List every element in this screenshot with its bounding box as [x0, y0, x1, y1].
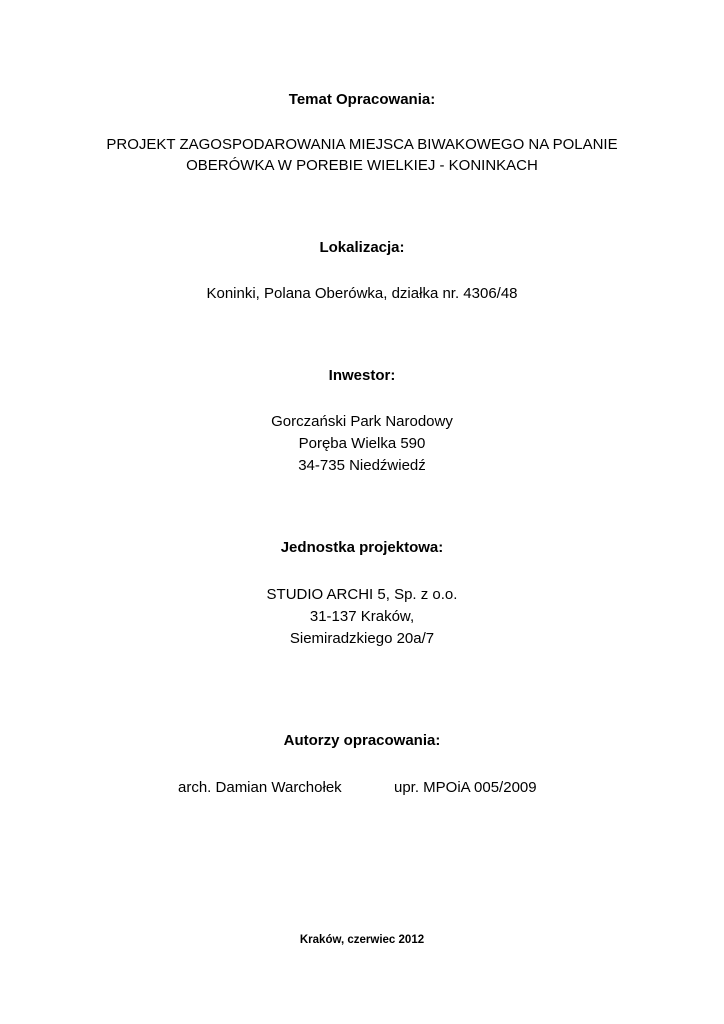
design-unit-line-2: 31-137 Kraków,	[309, 608, 415, 625]
investor-line-1: Gorczański Park Narodowy	[271, 413, 453, 430]
design-unit-line-1: STUDIO ARCHI 5, Sp. z o.o.	[266, 586, 458, 603]
place-date: Kraków, czerwiec 2012	[299, 934, 425, 946]
author-license: upr. MPOiA 005/2009	[394, 779, 537, 796]
topic-heading: Temat Opracowania:	[288, 91, 436, 108]
investor-heading: Inwestor:	[328, 367, 396, 384]
topic-title-line-1: PROJEKT ZAGOSPODAROWANIA MIEJSCA BIWAKOWEGO NA POLANIE	[106, 136, 618, 153]
location-text: Koninki, Polana Oberówka, działka nr. 4306/48	[206, 285, 518, 302]
design-unit-heading: Jednostka projektowa:	[280, 539, 444, 556]
investor-line-3: 34-735 Niedźwiedź	[298, 457, 426, 474]
investor-line-2: Poręba Wielka 590	[298, 435, 426, 452]
design-unit-line-3: Siemiradzkiego 20a/7	[289, 630, 435, 647]
location-heading: Lokalizacja:	[319, 239, 405, 256]
author-name: arch. Damian Warchołek	[178, 779, 342, 796]
authors-heading: Autorzy opracowania:	[283, 732, 441, 749]
topic-title-line-2: OBERÓWKA W POREBIE WIELKIEJ - KONINKACH	[186, 157, 538, 174]
